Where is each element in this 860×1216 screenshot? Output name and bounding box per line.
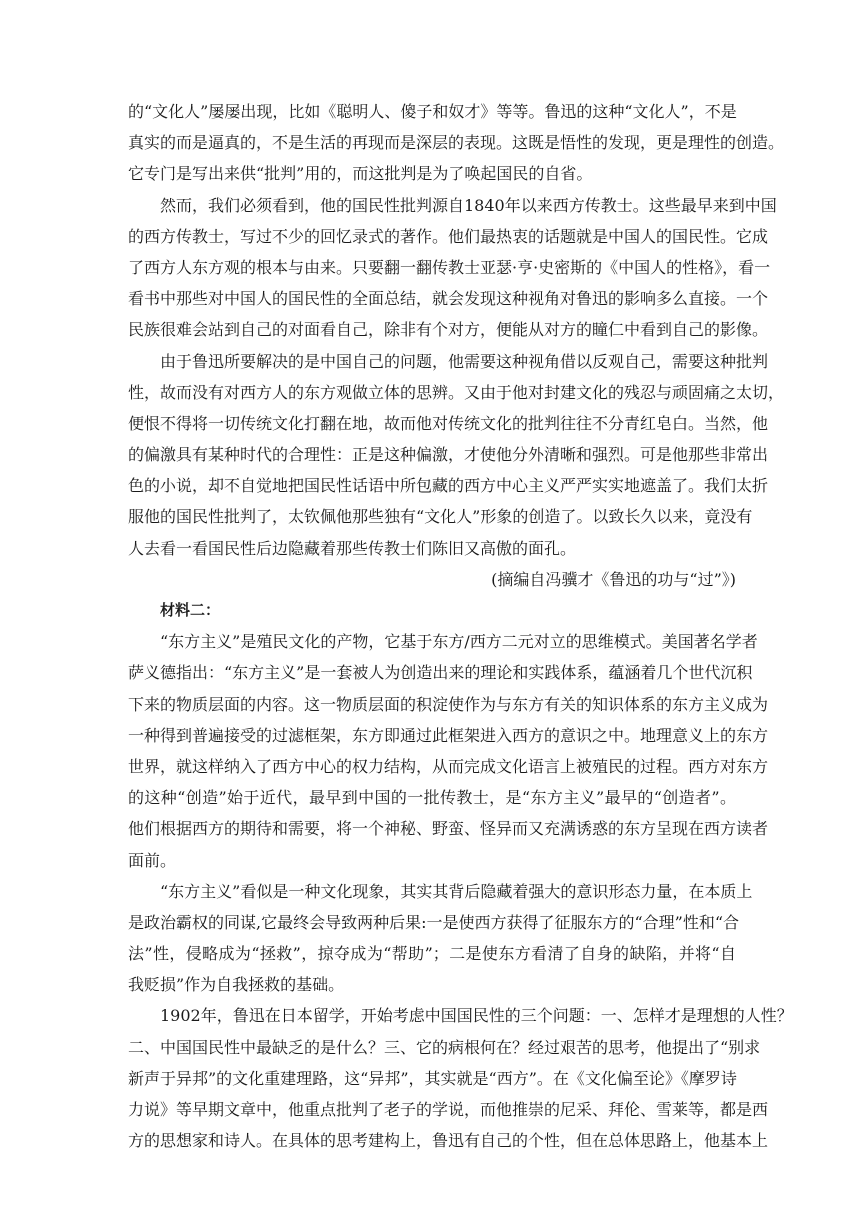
- text-line: 性，故而没有对西方人的东方观做立体的思辨。又由于他对封建文化的残忍与顽固痛之太切，: [128, 382, 785, 402]
- text-line: 服他的国民性批判了，太钦佩他那些独有“文化人”形象的创造了。以致长久以来，竟没有: [128, 507, 753, 527]
- text-line: 世界，就这样纳入了西方中心的权力结构，从而完成文化语言上被殖民的过程。西方对东方: [128, 756, 769, 776]
- text-line: 人去看一看国民性后边隐藏着那些传教士们陈旧又高傲的面孔。: [128, 538, 577, 558]
- text-line: 它专门是写出来供“批判”用的，而这批判是为了唤起国民的自省。: [128, 164, 593, 184]
- paragraph-2: [128, 190, 777, 346]
- paragraph-5: [128, 876, 753, 1001]
- text-line: 的西方传教士，写过不少的回忆录式的著作。他们最热衷的话题就是中国人的国民性。它成: [128, 226, 769, 246]
- text-line: 法”性，侵略成为“拯救”，掠夺成为“帮助”；二是使东方看清了自身的缺陷，并将“自: [128, 944, 736, 964]
- text-line: 了西方人东方观的根本与由来。只要翻一翻传教士亚瑟·亨·史密斯的《中国人的性格》，看一: [128, 257, 771, 277]
- text-line: 便恨不得将一切传统文化打翻在地，故而他对传统文化的批判往往不分青红皂白。当然，他: [128, 413, 769, 433]
- text-line: 1902年，鲁迅在日本留学，开始考虑中国国民性的三个问题：一、怎样才是理想的人性？: [160, 1006, 793, 1026]
- text-line: 我贬损”作为自我拯救的基础。: [128, 975, 345, 995]
- text-line: 是政治霸权的同谋,它最终会导致两种后果:一是使西方获得了征服东方的“合理”性和“合: [128, 912, 740, 932]
- text-line: 的偏激具有某种时代的合理性：正是这种偏激，才使他分外清晰和强烈。可是他那些非常出: [128, 445, 769, 465]
- text-line: 由于鲁迅所要解决的是中国自己的问题，他需要这种视角借以反观自己，需要这种批判: [160, 351, 769, 371]
- source-attribution: (摘编自冯骥才《鲁迅的功与“过”》): [491, 569, 736, 589]
- text-line: 下来的物质层面的内容。这一物质层面的积淀使作为与东方有关的知识体系的东方主义成为: [128, 694, 769, 714]
- text-line: 然而，我们必须看到，他的国民性批判源自1840年以来西方传教士。这些最早来到中国: [160, 195, 777, 215]
- paragraph-4: [128, 626, 769, 876]
- text-line: 二、中国国民性中最缺乏的是什么？三、它的病根何在？经过艰苦的思考，他提出了“别求: [128, 1037, 761, 1057]
- text-line: 方的思想家和诗人。在具体的思考建构上，鲁迅有自己的个性，但在总体思路上，他基本上: [128, 1131, 769, 1151]
- text-line: 新声于异邦”的文化重建理路，这“异邦”，其实就是“西方”。在《文化偏至论》《摩罗诗: [128, 1068, 737, 1088]
- paragraph-6: [128, 1000, 793, 1156]
- text-line: 看书中那些对中国人的国民性的全面总结，就会发现这种视角对鲁迅的影响多么直接。一个: [128, 289, 769, 309]
- text-line: “东方主义”看似是一种文化现象，其实其背后隐藏着强大的意识形态力量，在本质上: [160, 881, 753, 901]
- text-line: 民族很难会站到自己的对面看自己，除非有个对方，便能从对方的瞳仁中看到自己的影像。: [128, 320, 769, 340]
- text-line: 的这种“创造”始于近代，最早到中国的一批传教士，是“东方主义”最早的“创造者”。: [128, 788, 736, 808]
- text-line: 萨义德指出：“东方主义”是一套被人为创造出来的理论和实践体系，蕴涵着几个世代沉积: [128, 663, 753, 683]
- text-line: 真实的而是逼真的，不是生活的再现而是深层的表现。这既是悟性的发现，更是理性的创造。: [128, 133, 785, 153]
- text-line: 力说》等早期文章中，他重点批判了老子的学说，而他推崇的尼采、拜伦、雪莱等，都是西: [128, 1100, 769, 1119]
- text-line: 色的小说，却不自觉地把国民性话语中所包藏的西方中心主义严严实实地遮盖了。我们太折: [128, 476, 769, 496]
- document-body: [128, 96, 793, 1156]
- text-line: 一种得到普遍接受的过滤框架，东方即通过此框架进入西方的意识之中。地理意义上的东方: [128, 725, 769, 745]
- text-line: “东方主义”是殖民文化的产物，它基于东方/西方二元对立的思维模式。美国著名学者: [160, 632, 758, 652]
- text-line: 他们根据西方的期待和需要，将一个神秘、野蛮、怪异而又充满诱惑的东方呈现在西方读者: [128, 819, 769, 839]
- paragraph-1: [128, 96, 785, 190]
- text-line: 的“文化人”屡屡出现，比如《聪明人、傻子和奴才》等等。鲁迅的这种“文化人”，不是: [128, 102, 737, 121]
- material-two-heading: 材料二：: [160, 601, 221, 619]
- text-line: 面前。: [128, 850, 177, 870]
- paragraph-3: [128, 346, 785, 564]
